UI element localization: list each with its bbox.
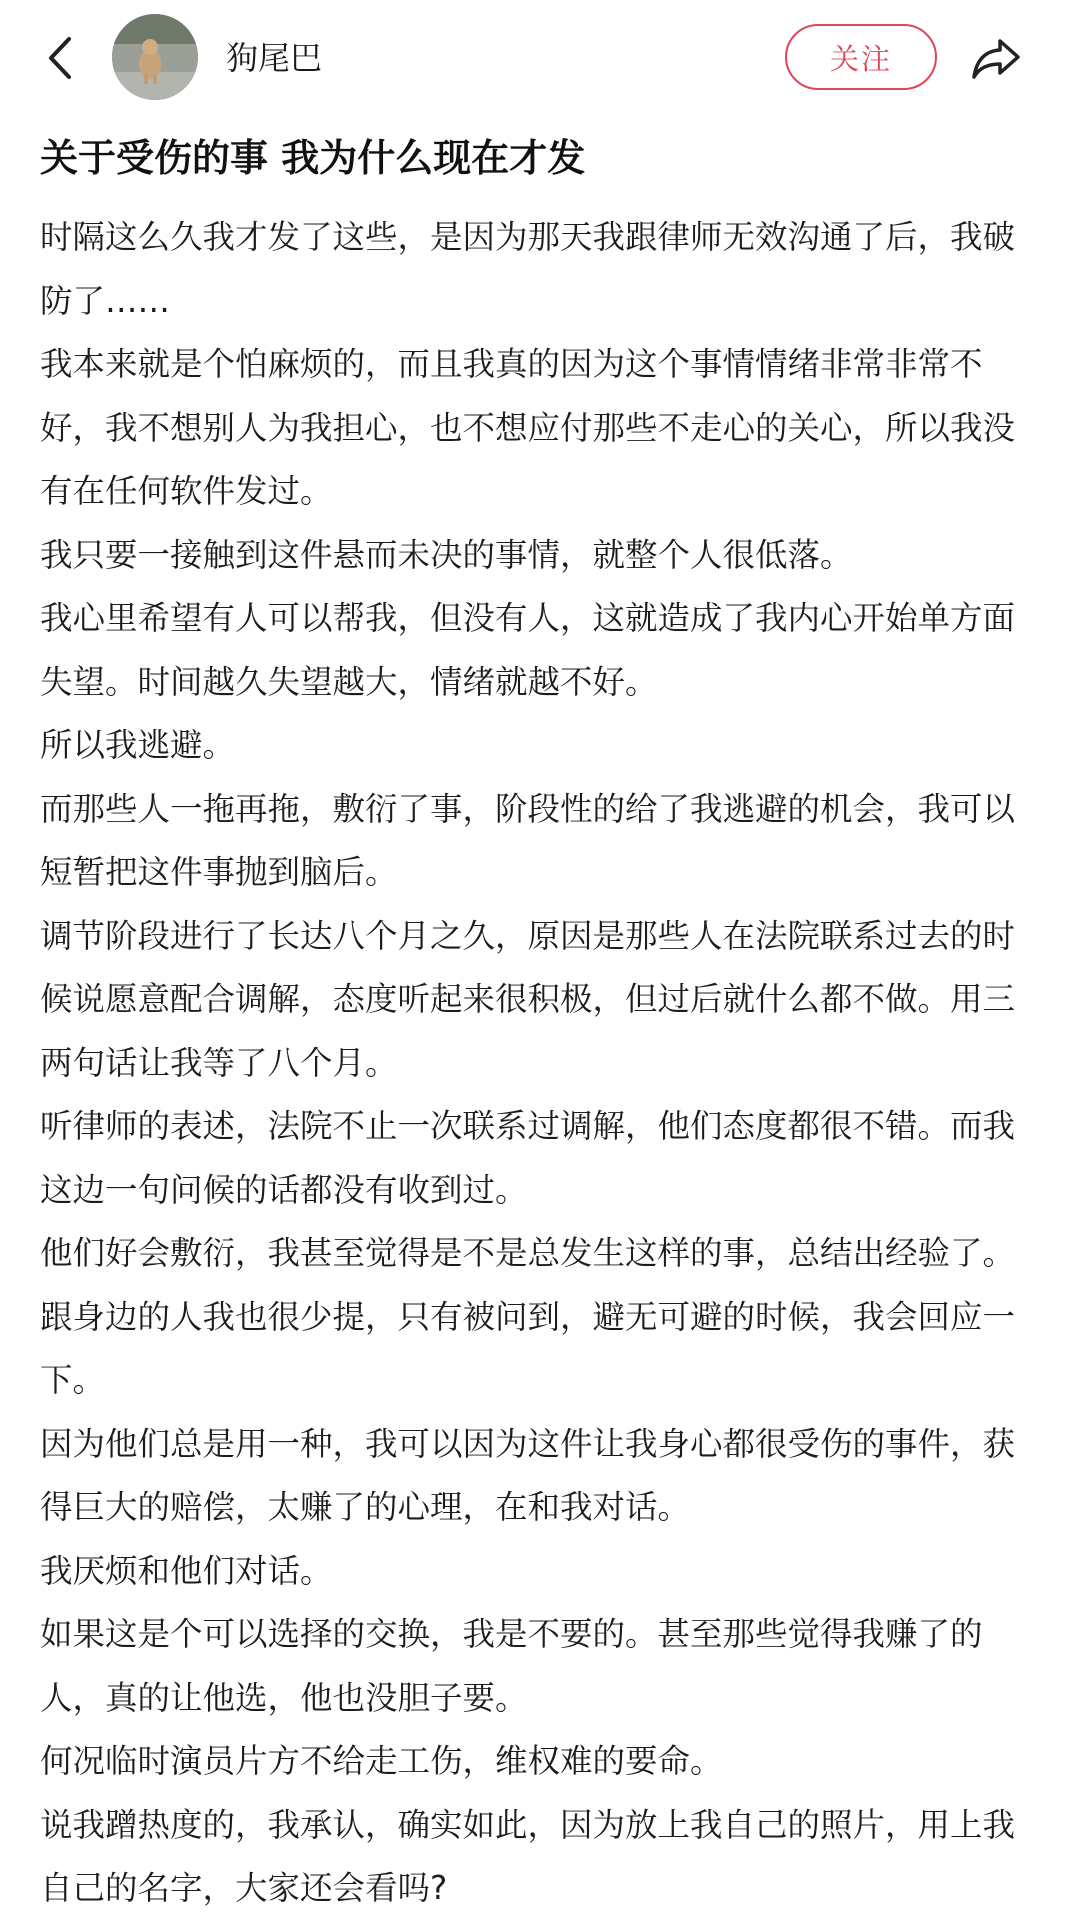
paragraph: 听律师的表述，法院不止一次联系过调解，他们态度都很不错。而我这边一句问候的话都没有收到过。 (40, 1107, 1016, 1209)
paragraph: 说我蹭热度的，我承认，确实如此，因为放上我自己的照片，用上我自己的名字，大家还会看吗? (40, 1805, 1016, 1907)
post-title: 关于受伤的事 我为什么现在才发 (40, 136, 586, 180)
avatar[interactable] (112, 14, 198, 100)
avatar-dog-image (112, 14, 198, 100)
paragraph: 他们好会敷衍，我甚至觉得是不是总发生这样的事，总结出经验了。 (40, 1234, 1016, 1272)
share-button[interactable] (966, 30, 1026, 86)
username[interactable]: 狗尾巴 (226, 39, 323, 77)
back-button[interactable] (38, 30, 82, 86)
post-body (40, 206, 1040, 1921)
paragraph: 跟身边的人我也很少提，只有被问到，避无可避的时候，我会回应一下。 (40, 1297, 1016, 1399)
paragraph: 时隔这么久我才发了这些，是因为那天我跟律师无效沟通了后，我破防了…… (40, 218, 1016, 320)
top-bar (0, 0, 1068, 120)
paragraph: 我厌烦和他们对话。 (40, 1551, 333, 1590)
paragraph: 所以我逃避。 (40, 726, 236, 764)
paragraph: 我本来就是个怕麻烦的，而且我真的因为这个事情情绪非常非常不好，我不想别人为我担心，也不想应付那些不走心的关心，所以我没有在任何软件发过。 (40, 345, 1016, 510)
paragraph: 如果这是个可以选择的交换，我是不要的。甚至那些觉得我赚了的人，真的让他选，他也没胆子要。 (40, 1615, 983, 1717)
paragraph: 何况临时演员片方不给走工伤，维权难的要命。 (40, 1742, 723, 1780)
paragraph: 调节阶段进行了长达八个月之久，原因是那些人在法院联系过去的时候说愿意配合调解，态度听起来很积极，但过后就什么都不做。用三两句话让我等了八个月。 (40, 916, 1016, 1082)
follow-button[interactable]: 关注 (785, 24, 937, 90)
share-icon (970, 35, 1022, 81)
paragraph: 而那些人一拖再拖，敷衍了事，阶段性的给了我逃避的机会，我可以短暂把这件事抛到脑后。 (40, 789, 1016, 891)
paragraph: 因为他们总是用一种，我可以因为这件让我身心都很受伤的事件，获得巨大的赔偿，太赚了的心理，在和我对话。 (40, 1424, 1016, 1526)
paragraph: 我只要一接触到这件悬而未决的事情，就整个人很低落。 (40, 535, 853, 574)
paragraph: 我心里希望有人可以帮我，但没有人，这就造成了我内心开始单方面失望。时间越久失望越大，情绪就越不好。 (40, 599, 1016, 701)
chevron-left-icon (45, 35, 75, 81)
